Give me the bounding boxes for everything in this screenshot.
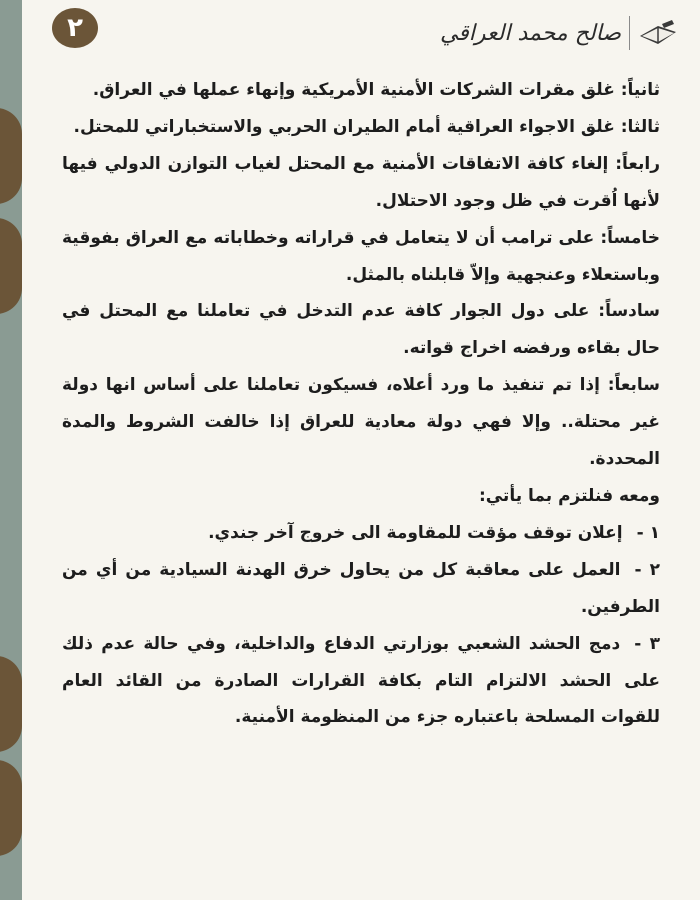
paragraph-commitments-intro: ومعه فنلتزم بما يأتي:: [478, 485, 660, 506]
list-item: [62, 515, 660, 552]
list-item-text: إعلان توقف مؤقت للمقاومة الى خروج آخر جندي.: [208, 522, 623, 543]
chapter-tab: [0, 760, 22, 856]
chapter-tab: [0, 108, 22, 204]
paragraph-third: ثالثا: غلق الاجواء العراقية أمام الطيران الحربي والاستخباراتي للمحتل.: [73, 116, 660, 137]
paragraph-fifth: خامساً: على ترامب أن لا يتعامل في قراراته وخطاباته مع العراق بفوقية وباستعلاء وعنجهية وإلاّ قابلناه بالمثل.: [62, 227, 660, 285]
author-logo: [440, 10, 678, 56]
logo-text: صالح محمد العراقي: [439, 20, 621, 46]
paragraph-second: ثانياً: غلق مقرات الشركات الأمنية الأمريكية وإنهاء عملها في العراق.: [92, 80, 660, 100]
paragraph-sixth: سادساً: على دول الجوار كافة عدم التدخل في تعاملنا مع المحتل في حال بقاءه ورفضه اخراج قواته.: [62, 301, 660, 359]
chapter-tab: [0, 218, 22, 314]
logo-separator: [629, 16, 630, 50]
chapter-tab: [0, 656, 22, 752]
list-item-number: ١ -: [636, 522, 660, 543]
paragraph-fourth: رابعاً: إلغاء كافة الاتفاقات الأمنية مع المحتل لغياب التوازن الدولي فيها لأنها اُقرت في ظل وجود الاحتلال.: [62, 153, 660, 211]
list-item: [62, 552, 660, 626]
list-item-number: ٣ -: [634, 633, 660, 654]
list-item-text: دمج الحشد الشعبي بوزارتي الدفاع والداخلية، وفي حالة عدم ذلك على الحشد الالتزام التام بكافة القرارات الصادرة من القائد العام للقوات المسلحة باعتباره جزء من المنظومة الأمنية.: [62, 633, 660, 728]
book-icon: [638, 18, 678, 48]
list-item-number: ٢ -: [634, 559, 660, 580]
paragraph-seventh: سابعاً: إذا تم تنفيذ ما ورد أعلاه، فسيكون تعاملنا على أساس انها دولة غير محتلة.. وإلا فهي دولة معادية للعراق إذا خالفت الشروط والمدة المحددة.: [62, 375, 660, 470]
document-body: [62, 72, 660, 736]
page-number-badge: ٢: [52, 8, 98, 48]
document-page: [22, 0, 700, 900]
list-item-text: العمل على معاقبة كل من يحاول خرق الهدنة السيادية من أي من الطرفين.: [62, 559, 660, 617]
list-item: [62, 626, 660, 737]
